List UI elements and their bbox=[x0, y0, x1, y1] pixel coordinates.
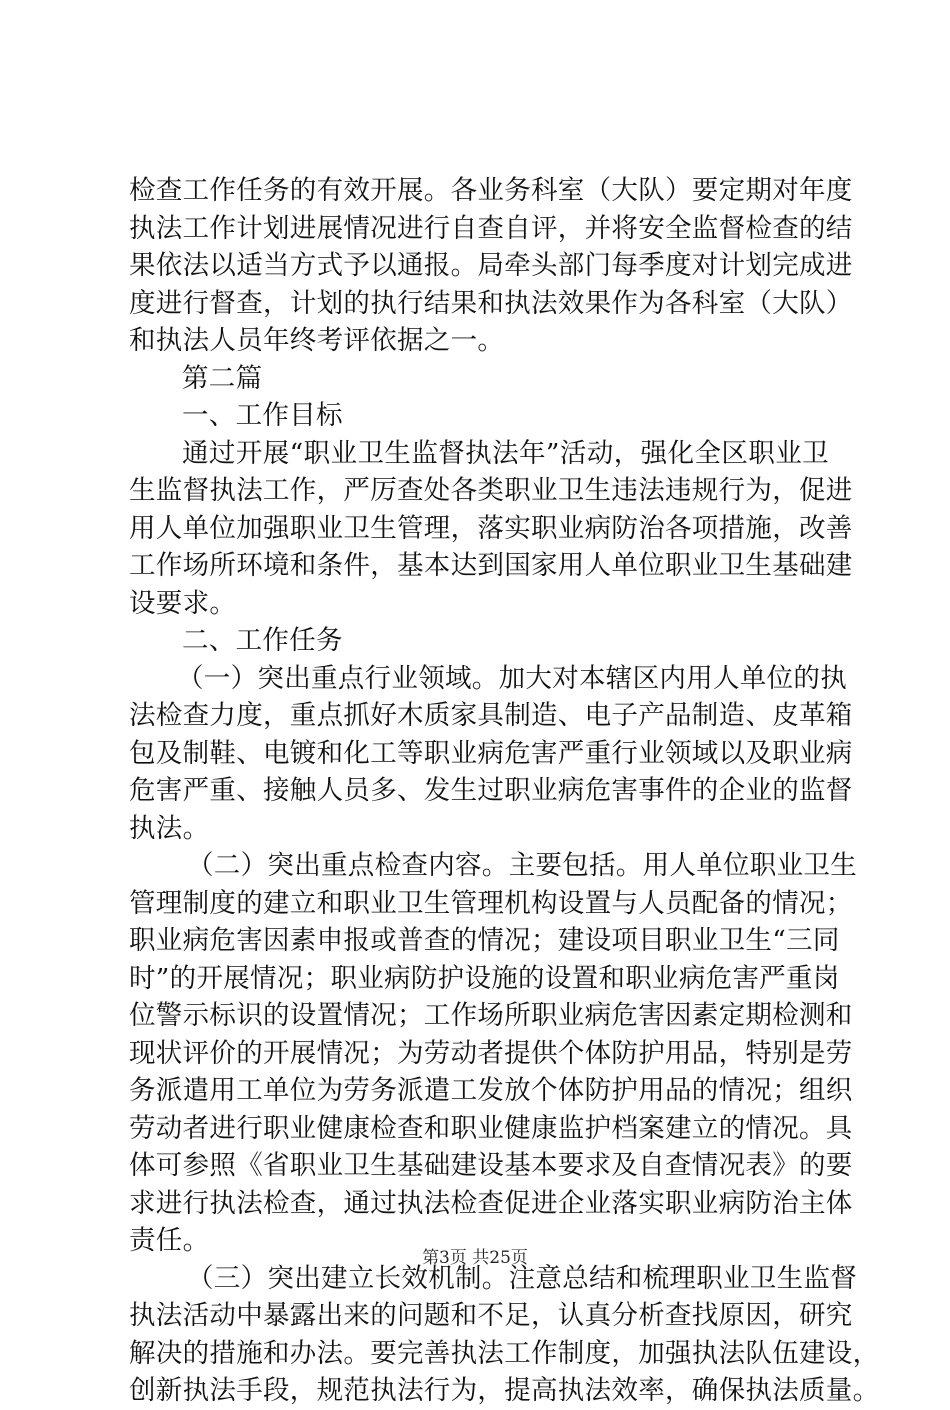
text-line: 果依法以适当方式予以通报。局牵头部门每季度对计划完成进 bbox=[129, 250, 853, 281]
text-line: 执法工作计划进展情况进行自查自评，并将安全监督检查的结 bbox=[129, 212, 853, 244]
page-number-label: 第3页 共25页 bbox=[422, 1248, 528, 1268]
text-line: 执法。 bbox=[129, 812, 210, 844]
text-line: 危害严重、接触人员多、发生过职业病危害事件的企业的监督 bbox=[129, 775, 853, 806]
text-line: 第二篇 bbox=[182, 362, 263, 394]
paragraph-heading-goal bbox=[129, 397, 829, 435]
paragraph-task-1 bbox=[129, 660, 853, 848]
text-line: （一）突出重点行业领域。加大对本辖区内用人单位的执 bbox=[177, 662, 847, 694]
text-line: 生监督执法工作，严厉查处各类职业卫生违法违规行为，促进 bbox=[129, 475, 853, 506]
text-line: 一、工作目标 bbox=[182, 400, 343, 431]
text-line: 解决的措施和办法。要完善执法工作制度，加强执法队伍建设， bbox=[129, 1337, 880, 1369]
text-line: 度进行督查，计划的执行结果和执法效果作为各科室（大队） bbox=[129, 287, 853, 319]
document-body bbox=[129, 172, 880, 1410]
text-line: 管理制度的建立和职业卫生管理机构设置与人员配备的情况； bbox=[129, 887, 853, 919]
text-line: 劳动者进行职业健康检查和职业健康监护档案建立的情况。具 bbox=[129, 1112, 853, 1144]
text-line: 二、工作任务 bbox=[182, 625, 343, 656]
paragraph-task-2 bbox=[129, 847, 857, 1260]
paragraph-task-3 bbox=[129, 1260, 880, 1410]
text-line: 创新执法手段，规范执法行为，提高执法效率，确保执法质量。 bbox=[129, 1375, 880, 1406]
text-line: 法检查力度，重点抓好木质家具制造、电子产品制造、皮革箱 bbox=[129, 700, 853, 731]
text-line: 包及制鞋、电镀和化工等职业病危害严重行业领域以及职业病 bbox=[129, 737, 853, 769]
text-line: 设要求。 bbox=[129, 587, 237, 619]
text-line: 检查工作任务的有效开展。各业务科室（大队）要定期对年度 bbox=[129, 175, 853, 206]
text-line: 求进行执法检查，通过执法检查促进企业落实职业病防治主体 bbox=[129, 1187, 853, 1219]
paragraph-heading-task bbox=[129, 622, 829, 660]
text-line: 通过开展“职业卫生监督执法年”活动，强化全区职业卫 bbox=[182, 437, 829, 469]
paragraph-part-two bbox=[129, 360, 829, 398]
text-line: 体可参照《省职业卫生基础建设基本要求及自查情况表》的要 bbox=[129, 1150, 853, 1181]
text-line: （三）突出建立长效机制。注意总结和梳理职业卫生监督 bbox=[187, 1262, 857, 1294]
text-line: 和执法人员年终考评依据之一。 bbox=[129, 325, 505, 356]
text-line: 执法活动中暴露出来的问题和不足，认真分析查找原因，研究 bbox=[129, 1300, 853, 1331]
text-line: 务派遣用工单位为劳务派遣工发放个体防护用品的情况；组织 bbox=[129, 1075, 853, 1106]
paragraph-continuation bbox=[129, 172, 853, 360]
text-line: 责任。 bbox=[129, 1225, 210, 1256]
text-line: 时”的开展情况；职业病防护设施的设置和职业病危害严重岗 bbox=[129, 962, 840, 994]
text-line: 用人单位加强职业卫生管理，落实职业病防治各项措施，改善 bbox=[129, 512, 853, 544]
text-line: 工作场所环境和条件，基本达到国家用人单位职业卫生基础建 bbox=[129, 550, 853, 581]
paragraph-goal bbox=[129, 435, 853, 623]
text-line: 现状评价的开展情况；为劳动者提供个体防护用品，特别是劳 bbox=[129, 1037, 853, 1069]
text-line: 职业病危害因素申报或普查的情况；建设项目职业卫生“三同 bbox=[129, 925, 840, 956]
text-line: （二）突出重点检查内容。主要包括。用人单位职业卫生 bbox=[187, 850, 857, 881]
page-footer bbox=[0, 1243, 950, 1268]
text-line: 位警示标识的设置情况；工作场所职业病危害因素定期检测和 bbox=[129, 1000, 853, 1031]
